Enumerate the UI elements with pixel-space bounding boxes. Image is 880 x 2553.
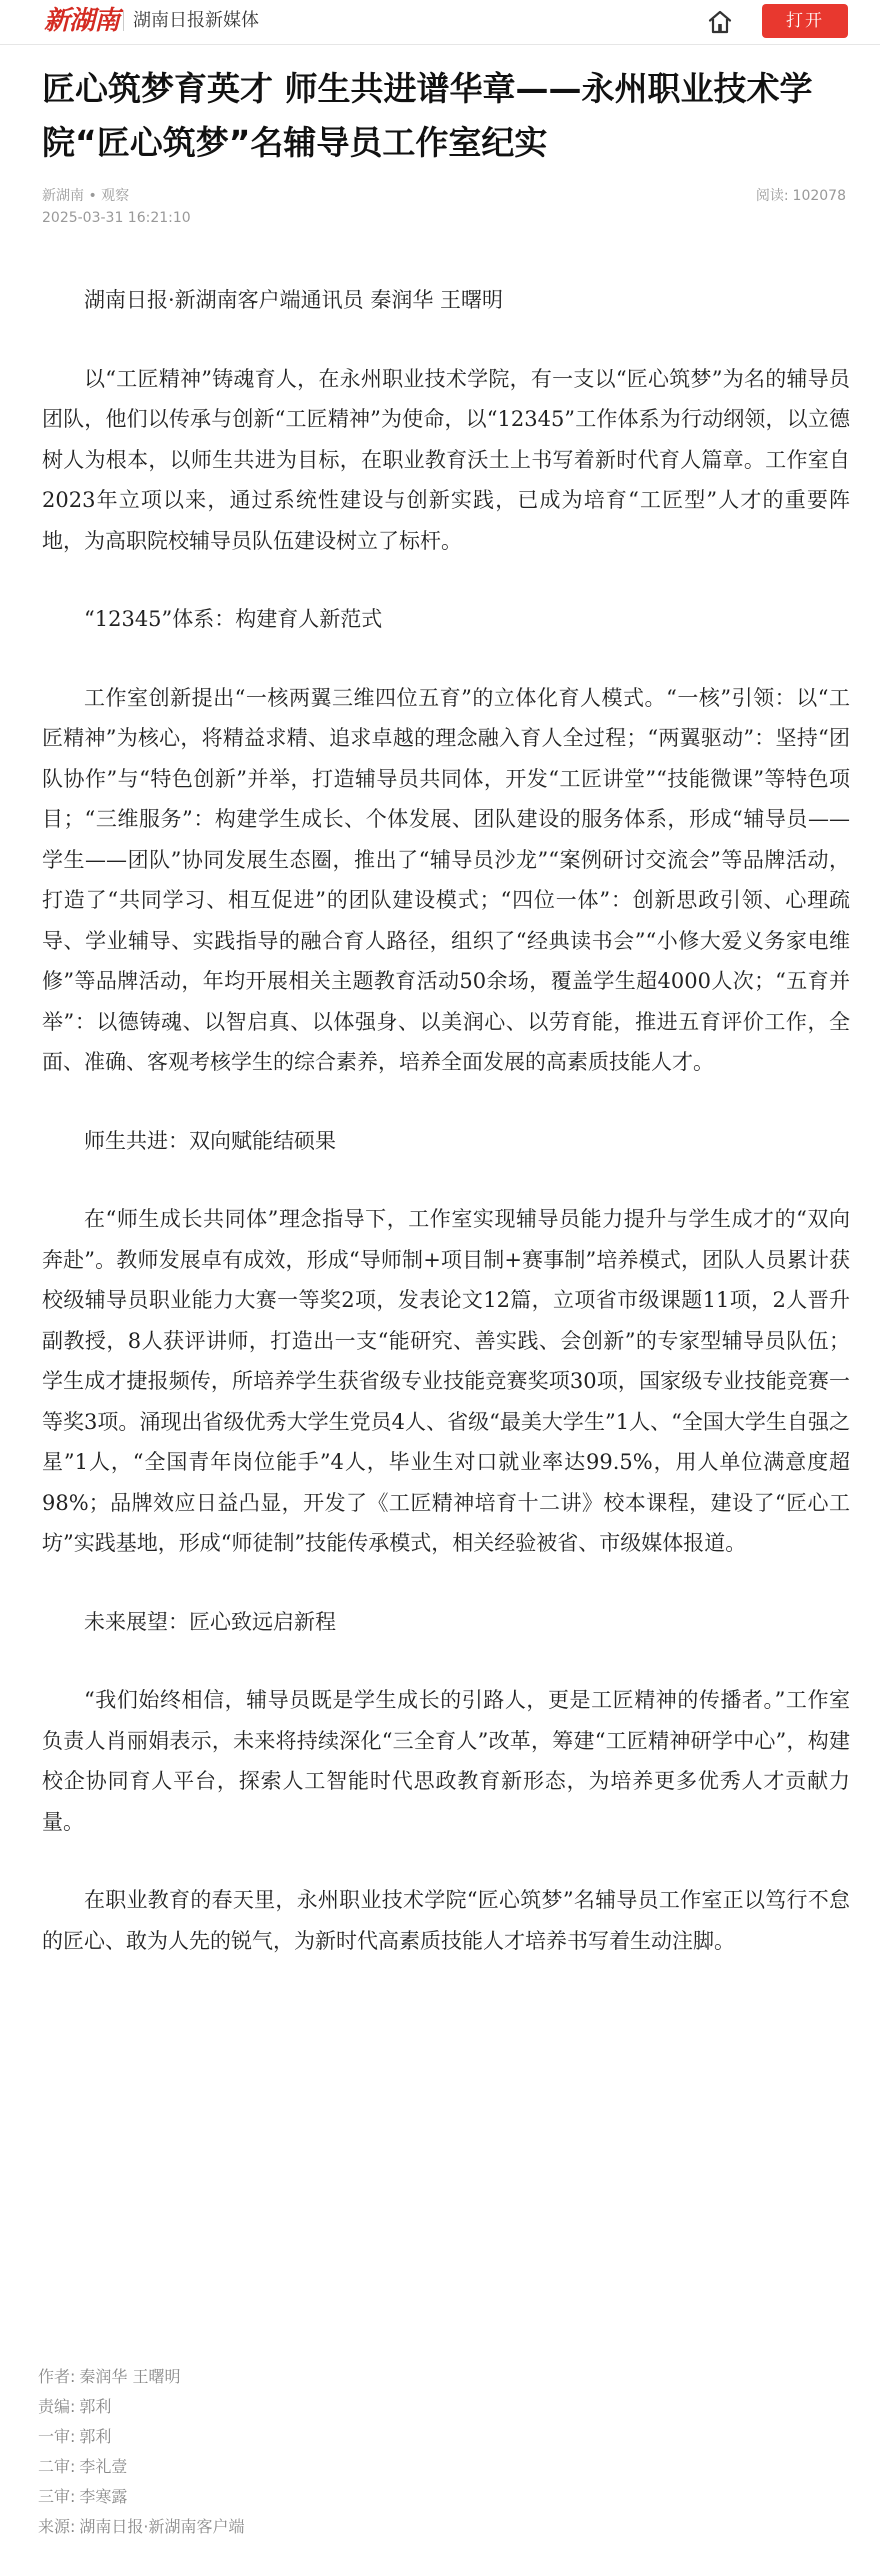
credit-first-review <box>38 2422 245 2452</box>
article-credits <box>38 2362 245 2542</box>
credit-label: 三审: <box>38 2487 76 2506</box>
article-source: 新湖南 • 观察 <box>42 188 130 204</box>
article-paragraph: 以“工匠精神”铸魂育人，在永州职业技术学院，有一支以“匠心筑梦”为名的辅导员团队，他们以传承与创新“工匠精神”为使命，以“12345”工作体系为行动纲领，以立德树人为根本，以师生共进为目标，在职业教育沃土上书写着新时代育人篇章。工作室自2023年立项以来，通过系统性建设与创新实践，已成为培育“工匠型”人才的重要阵地，为高职院校辅导员队伍建设树立了标杆。 <box>42 366 850 553</box>
credit-label: 责编: <box>38 2397 76 2416</box>
credit-label: 作者: <box>38 2367 76 2386</box>
credit-editor <box>38 2392 245 2422</box>
credit-value: 郭利 <box>79 2397 112 2416</box>
read-count-label: 阅读: <box>755 188 789 204</box>
article-paragraph: 工作室创新提出“一核两翼三维四位五育”的立体化育人模式。“一核”引领：以“工匠精神”为核心，将精益求精、追求卓越的理念融入育人全过程；“两翼驱动”：坚持“团队协作”与“特色创新”并举，打造辅导员共同体，开发“工匠讲堂”“技能微课”等特色项目；“三维服务”：构建学生成长、个体发展、团队建设的服务体系，形成“辅导员——学生——团队”协同发展生态圈，推出了“辅导员沙龙”“案例研讨交流会”等品牌活动，打造了“共同学习、相互促进”的团队建设模式；“四位一体”：创新思政引领、心理疏导、学业辅导、实践指导的融合育人路径，组织了“经典读书会”“小修大爱义务家电维修”等品牌活动，年均开展相关主题教育活动50余场，覆盖学生超4000人次；“五育并举”：以德铸魂、以智启真、以体强身、以美润心、以劳育能，推进五育评价工作，全面、准确、客观考核学生的综合素养，培养全面发展的高素质技能人才。 <box>42 685 850 1074</box>
credit-value: 秦润华 王曙明 <box>79 2367 181 2386</box>
credit-label: 一审: <box>38 2427 76 2446</box>
logo-divider <box>123 11 124 31</box>
article-paragraph: 在“师生成长共同体”理念指导下，工作室实现辅导员能力提升与学生成才的“双向奔赴”。教师发展卓有成效，形成“导师制+项目制+赛事制”培养模式，团队人员累计获校级辅导员职业能力大赛一等奖2项，发表论文12篇，立项省市级课题11项，2人晋升副教授，8人获评讲师，打造出一支“能研究、善实践、会创新”的专家型辅导员队伍；学生成才捷报频传，所培养学生获省级专业技能竞赛奖项30项，国家级专业技能竞赛一等奖3项。涌现出省级优秀大学生党员4人、省级“最美大学生”1人、“全国大学生自强之星”1人，“全国青年岗位能手”4人，毕业生对口就业率达99.5%，用人单位满意度超98%；品牌效应日益凸显，开发了《工匠精神培育十二讲》校本课程，建设了“匠心工坊”实践基地，形成“师徒制”技能传承模式，相关经验被省、市级媒体报道。 <box>42 1207 850 1555</box>
read-count <box>752 186 846 206</box>
article-byline: 湖南日报·新湖南客户端通讯员 秦润华 王曙明 <box>84 288 504 312</box>
top-bar <box>0 0 880 45</box>
read-count-value: 102078 <box>792 188 846 204</box>
credit-third-review <box>38 2482 245 2512</box>
article-paragraph: 在职业教育的春天里，永州职业技术学院“匠心筑梦”名辅导员工作室正以笃行不怠的匠心、敢为人先的锐气，为新时代高素质技能人才培养书写着生动注脚。 <box>42 1888 850 1953</box>
credit-label: 二审: <box>38 2457 76 2476</box>
credit-value: 李礼壹 <box>79 2457 128 2476</box>
open-app-button[interactable]: 打开 <box>762 4 848 38</box>
credit-value: 湖南日报·新湖南客户端 <box>79 2517 245 2536</box>
credit-label: 来源: <box>38 2517 76 2536</box>
article-title: 匠心筑梦育英才 师生共进谱华章——永州职业技术学院“匠心筑梦”名辅导员工作室纪实 <box>42 69 813 162</box>
credit-source <box>38 2512 245 2542</box>
credit-second-review <box>38 2452 245 2482</box>
article-paragraph: “我们始终相信，辅导员既是学生成长的引路人，更是工匠精神的传播者。”工作室负责人肖丽娟表示，未来将持续深化“三全育人”改革，筹建“工匠精神研学中心”，构建校企协同育人平台，探索人工智能时代思政教育新形态，为培养更多优秀人才贡献力量。 <box>42 1688 850 1834</box>
article-body <box>42 280 850 1999</box>
credit-value: 郭利 <box>79 2427 112 2446</box>
logo[interactable]: 新湖南 <box>44 6 120 36</box>
brand-subtitle: 湖南日报新媒体 <box>133 10 259 31</box>
article-timestamp: 2025-03-31 16:21:10 <box>42 210 191 226</box>
section-heading: 师生共进：双向赋能结硕果 <box>84 1128 336 1153</box>
credit-author <box>38 2362 245 2392</box>
credit-value: 李寒露 <box>79 2487 128 2506</box>
section-heading: 未来展望：匠心致远启新程 <box>84 1609 336 1634</box>
home-icon[interactable] <box>706 8 734 36</box>
section-heading: “12345”体系：构建育人新范式 <box>84 607 383 631</box>
